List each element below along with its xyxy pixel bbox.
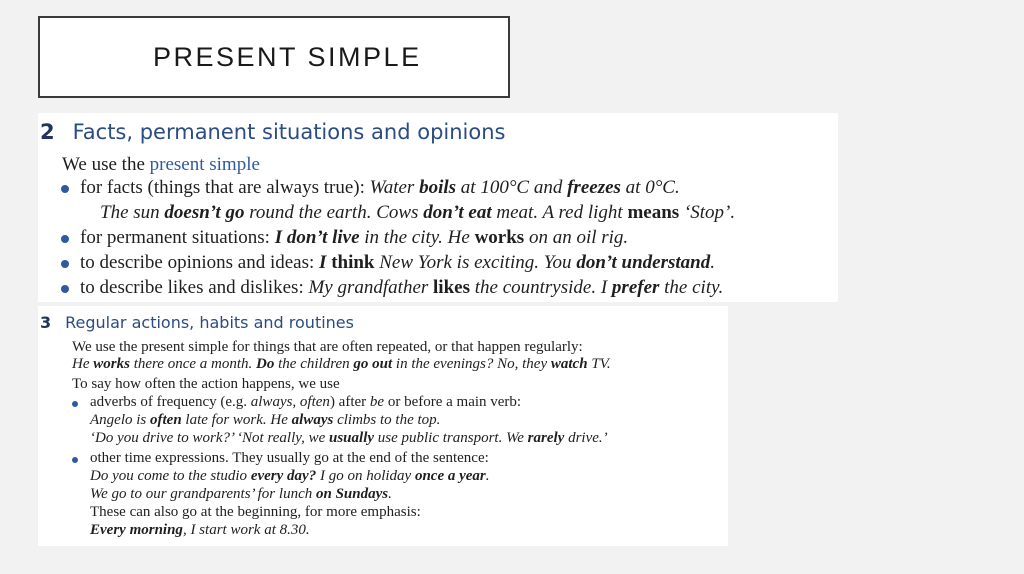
example-text: Do you come to the studio <box>90 468 251 484</box>
example-bold: rarely <box>527 430 565 446</box>
example-bold: freezes <box>567 177 621 198</box>
bullet-text: to describe opinions and ideas: <box>80 252 320 273</box>
bullet-facts <box>80 177 680 199</box>
example-text: the children <box>274 356 354 372</box>
slide-title: PRESENT SIMPLE <box>153 42 422 72</box>
example-bold: often <box>150 412 182 428</box>
example-text: the city. <box>659 277 724 298</box>
example-bold: think <box>331 252 375 273</box>
example-bold: once a year <box>414 468 486 484</box>
example-text: TV. <box>587 356 611 372</box>
section-2-heading-text: Facts, permanent situations and opinions <box>72 120 506 144</box>
example-text: be <box>369 394 385 410</box>
example-text: . <box>710 252 715 273</box>
example-bold: prefer <box>611 277 660 298</box>
example-bold: I <box>319 252 332 273</box>
bullet-time-expressions: other time expressions. They usually go at the end of the sentence: <box>90 450 489 466</box>
example-text: Water <box>369 177 420 198</box>
example-text: We go to our grandparents’ for lunch <box>90 486 316 502</box>
example-text: at 0°C. <box>620 177 680 198</box>
section-3-heading-text: Regular actions, habits and routines <box>65 313 354 332</box>
example-text: New York is exciting. You <box>374 252 577 273</box>
example-text: The sun <box>100 202 165 223</box>
example-bold: likes <box>433 277 470 298</box>
bullet-text: for permanent situations: <box>80 227 275 248</box>
intro-term: present simple <box>149 154 260 175</box>
section-2-heading <box>40 120 505 144</box>
example-line <box>90 468 490 485</box>
section-3-beginning-note: These can also go at the beginning, for more emphasis: <box>90 504 421 520</box>
example-text: in the city. He <box>359 227 475 248</box>
section-3-heading <box>40 313 354 332</box>
example-text: the countryside. I <box>469 277 612 298</box>
bullet-text: adverbs of frequency (e.g. <box>90 394 251 410</box>
example-line <box>90 430 608 447</box>
bullet-opinions <box>80 252 715 274</box>
example-text: ‘Do you drive to work?’ ‘Not really, we <box>90 430 329 446</box>
example-bold: Every morning <box>90 522 183 538</box>
example-bold: watch <box>550 356 588 372</box>
example-text: Angelo is <box>90 412 150 428</box>
example-bold: on Sundays <box>315 486 389 502</box>
bullet-dot <box>72 457 78 463</box>
example-text: drive.’ <box>564 430 608 446</box>
bullet-text: to describe likes and dislikes: <box>80 277 309 298</box>
example-bold: every day? <box>250 468 317 484</box>
example-bold: works <box>474 227 525 248</box>
bullet-dot <box>72 401 78 407</box>
bullet-facts-line-2 <box>100 202 735 224</box>
example-text: use public transport. We <box>374 430 528 446</box>
bullet-dot <box>61 235 69 243</box>
section-3-panel <box>38 306 728 546</box>
example-bold: usually <box>329 430 375 446</box>
example-bold: don’t eat <box>423 202 492 223</box>
example-line <box>72 356 611 373</box>
section-3-number: 3 <box>40 313 52 332</box>
section-3-intro: We use the present simple for things that are often repeated, or that happen regularly: <box>72 339 583 355</box>
example-bold: go out <box>353 356 393 372</box>
example-bold: boils <box>419 177 457 198</box>
example-text: in the evenings? No, they <box>392 356 551 372</box>
example-text: climbs to the top. <box>333 412 441 428</box>
bullet-likes <box>80 277 723 299</box>
example-text: ‘Stop’. <box>679 202 736 223</box>
example-text: on an oil rig. <box>524 227 629 248</box>
example-text: I go on holiday <box>316 468 415 484</box>
example-bold: doesn’t go <box>164 202 245 223</box>
example-text: , I start work at 8.30. <box>182 522 310 538</box>
example-bold: don’t live <box>286 227 360 248</box>
bullet-dot <box>61 285 69 293</box>
example-text: He <box>72 356 94 372</box>
bullet-dot <box>61 260 69 268</box>
bullet-adverbs <box>90 394 521 411</box>
bullet-permanent <box>80 227 628 249</box>
bullet-dot <box>61 185 69 193</box>
example-text: . <box>485 468 490 484</box>
example-text: there once a month. <box>129 356 257 372</box>
example-text: meat. A red light <box>491 202 628 223</box>
section-2-number: 2 <box>40 120 55 144</box>
example-bold: Do <box>256 356 275 372</box>
intro-prefix: We use the <box>62 154 150 175</box>
example-text: late for work. He <box>181 412 292 428</box>
bullet-text: ) after <box>329 394 370 410</box>
example-bold: works <box>93 356 130 372</box>
example-text: at 100°C and <box>456 177 568 198</box>
example-text: . <box>388 486 392 502</box>
example-text: round the earth. Cows <box>244 202 424 223</box>
example-bold: don’t understand <box>576 252 711 273</box>
example-line <box>90 486 392 503</box>
example-line <box>90 412 440 429</box>
example-text: always, often <box>250 394 330 410</box>
example-bold: I <box>274 227 287 248</box>
example-text: My grandfather <box>308 277 434 298</box>
section-2-intro <box>62 154 260 176</box>
example-line <box>90 522 310 539</box>
section-2-panel <box>38 113 838 302</box>
example-bold: always <box>291 412 334 428</box>
slide-title-box <box>38 16 510 98</box>
example-bold: means <box>627 202 680 223</box>
bullet-text: for facts (things that are always true): <box>80 177 370 198</box>
section-3-how-often: To say how often the action happens, we use <box>72 376 340 392</box>
bullet-text: or before a main verb: <box>384 394 522 410</box>
